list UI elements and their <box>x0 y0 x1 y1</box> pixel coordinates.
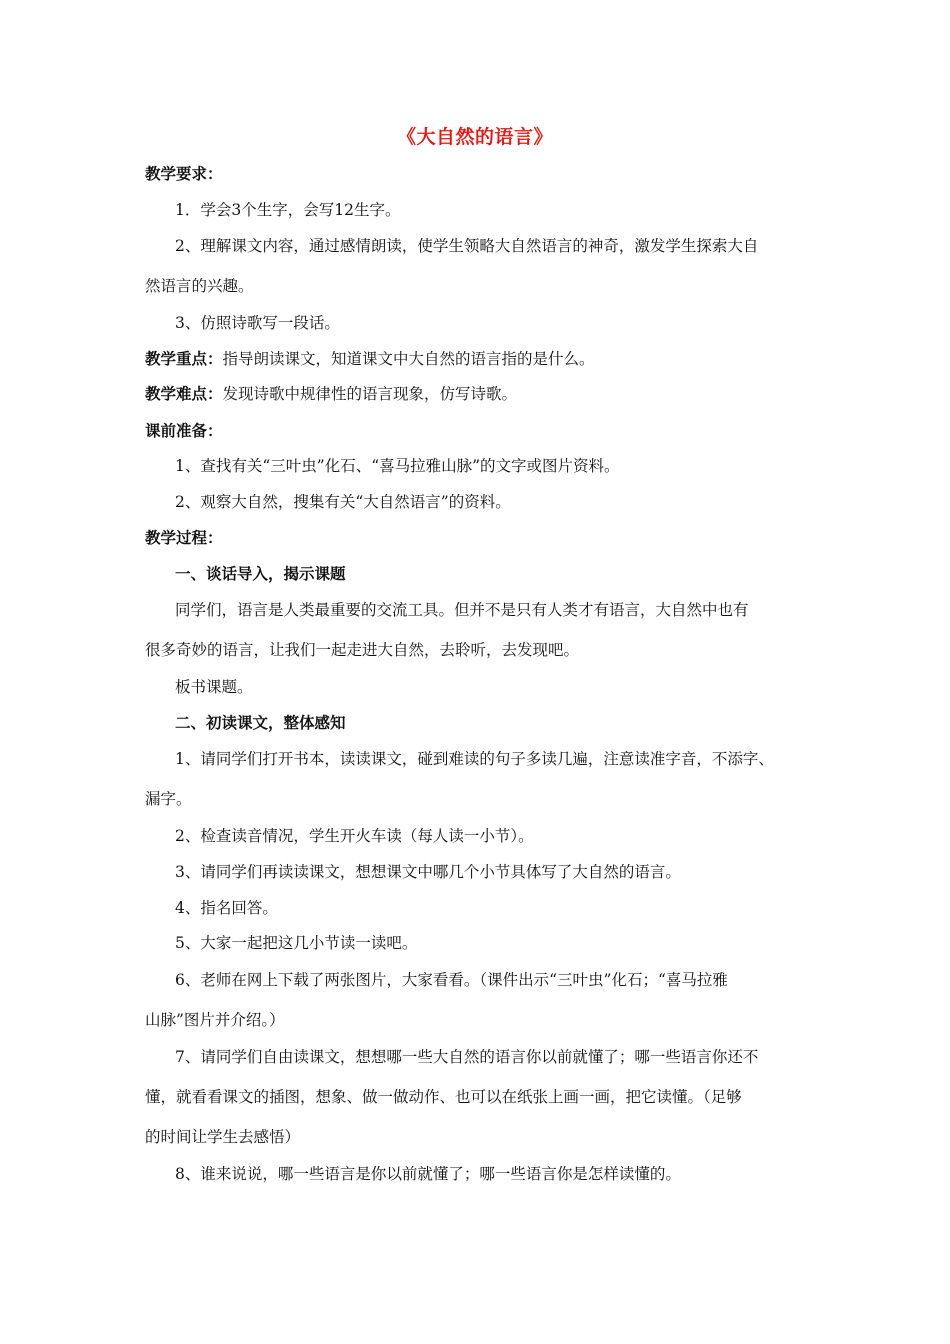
requirement-item: 3、仿照诗歌写一段话。 <box>175 314 340 332</box>
preparation-item: 2、观察大自然，搜集有关“大自然语言”的资料。 <box>175 493 511 511</box>
paragraph-line: 山脉”图片并介绍。） <box>145 1011 285 1029</box>
requirement-item: 2、理解课文内容，通过感情朗读，使学生领略大自然语言的神奇，激发学生探索大自 <box>175 237 759 255</box>
document-title: 《大自然的语言》 <box>396 126 553 148</box>
paragraph-line: 2、检查读音情况，学生开火车读（每人读一小节）。 <box>175 827 534 845</box>
paragraph-line: 6、老师在网上下载了两张图片，大家看看。（课件出示“三叶虫”化石；“喜马拉雅 <box>175 971 728 989</box>
paragraph-line: 3、请同学们再读读课文，想想课文中哪几个小节具体写了大自然的语言。 <box>175 863 681 881</box>
paragraph-line: 很多奇妙的语言，让我们一起走进大自然，去聆听，去发现吧。 <box>145 641 580 659</box>
paragraph-line: 7、请同学们自由读课文，想想哪一些大自然的语言你以前就懂了；哪一些语言你还不 <box>175 1048 759 1066</box>
difficulty-text: 发现诗歌中规律性的语言现象，仿写诗歌。 <box>222 385 518 403</box>
paragraph-line: 懂，就看看课文的插图，想象、做一做动作、也可以在纸张上画一画，把它读懂。（足够 <box>145 1088 742 1106</box>
process-label: 教学过程： <box>145 528 223 547</box>
paragraph-line: 1、请同学们打开书本，读读课文，碰到难读的句子多读几遍，注意读准字音，不添字、 <box>175 750 774 768</box>
paragraph-line: 8、谁来说说，哪一些语言是你以前就懂了；哪一些语言你是怎样读懂的。 <box>175 1165 681 1183</box>
preparation-item: 1、查找有关“三叶虫”化石、“喜马拉雅山脉”的文字或图片资料。 <box>175 457 620 475</box>
requirements-label: 教学要求： <box>145 164 223 183</box>
preparation-label: 课前准备： <box>145 421 223 440</box>
paragraph-line: 4、指名回答。 <box>175 899 278 917</box>
section-heading: 一、谈话导入，揭示课题 <box>175 564 346 583</box>
difficulty <box>145 384 517 404</box>
key-point <box>145 349 595 369</box>
paragraph-line: 5、大家一起把这几小节读一读吧。 <box>175 934 418 952</box>
difficulty-label: 教学难点： <box>145 384 223 403</box>
paragraph-line: 的时间让学生去感悟） <box>145 1128 301 1146</box>
paragraph-line: 板书课题。 <box>175 678 253 696</box>
paragraph-line: 漏字。 <box>145 790 192 808</box>
section-heading: 二、初读课文，整体感知 <box>175 713 346 732</box>
requirement-item: 1．学会3个生字，会写12生字。 <box>175 201 401 219</box>
paragraph-line: 同学们，语言是人类最重要的交流工具。但并不是只有人类才有语言，大自然中也有 <box>175 601 749 619</box>
requirement-item-continued: 然语言的兴趣。 <box>145 277 254 295</box>
key-point-label: 教学重点： <box>145 349 223 368</box>
key-point-text: 指导朗读课文，知道课文中大自然的语言指的是什么。 <box>222 350 595 368</box>
